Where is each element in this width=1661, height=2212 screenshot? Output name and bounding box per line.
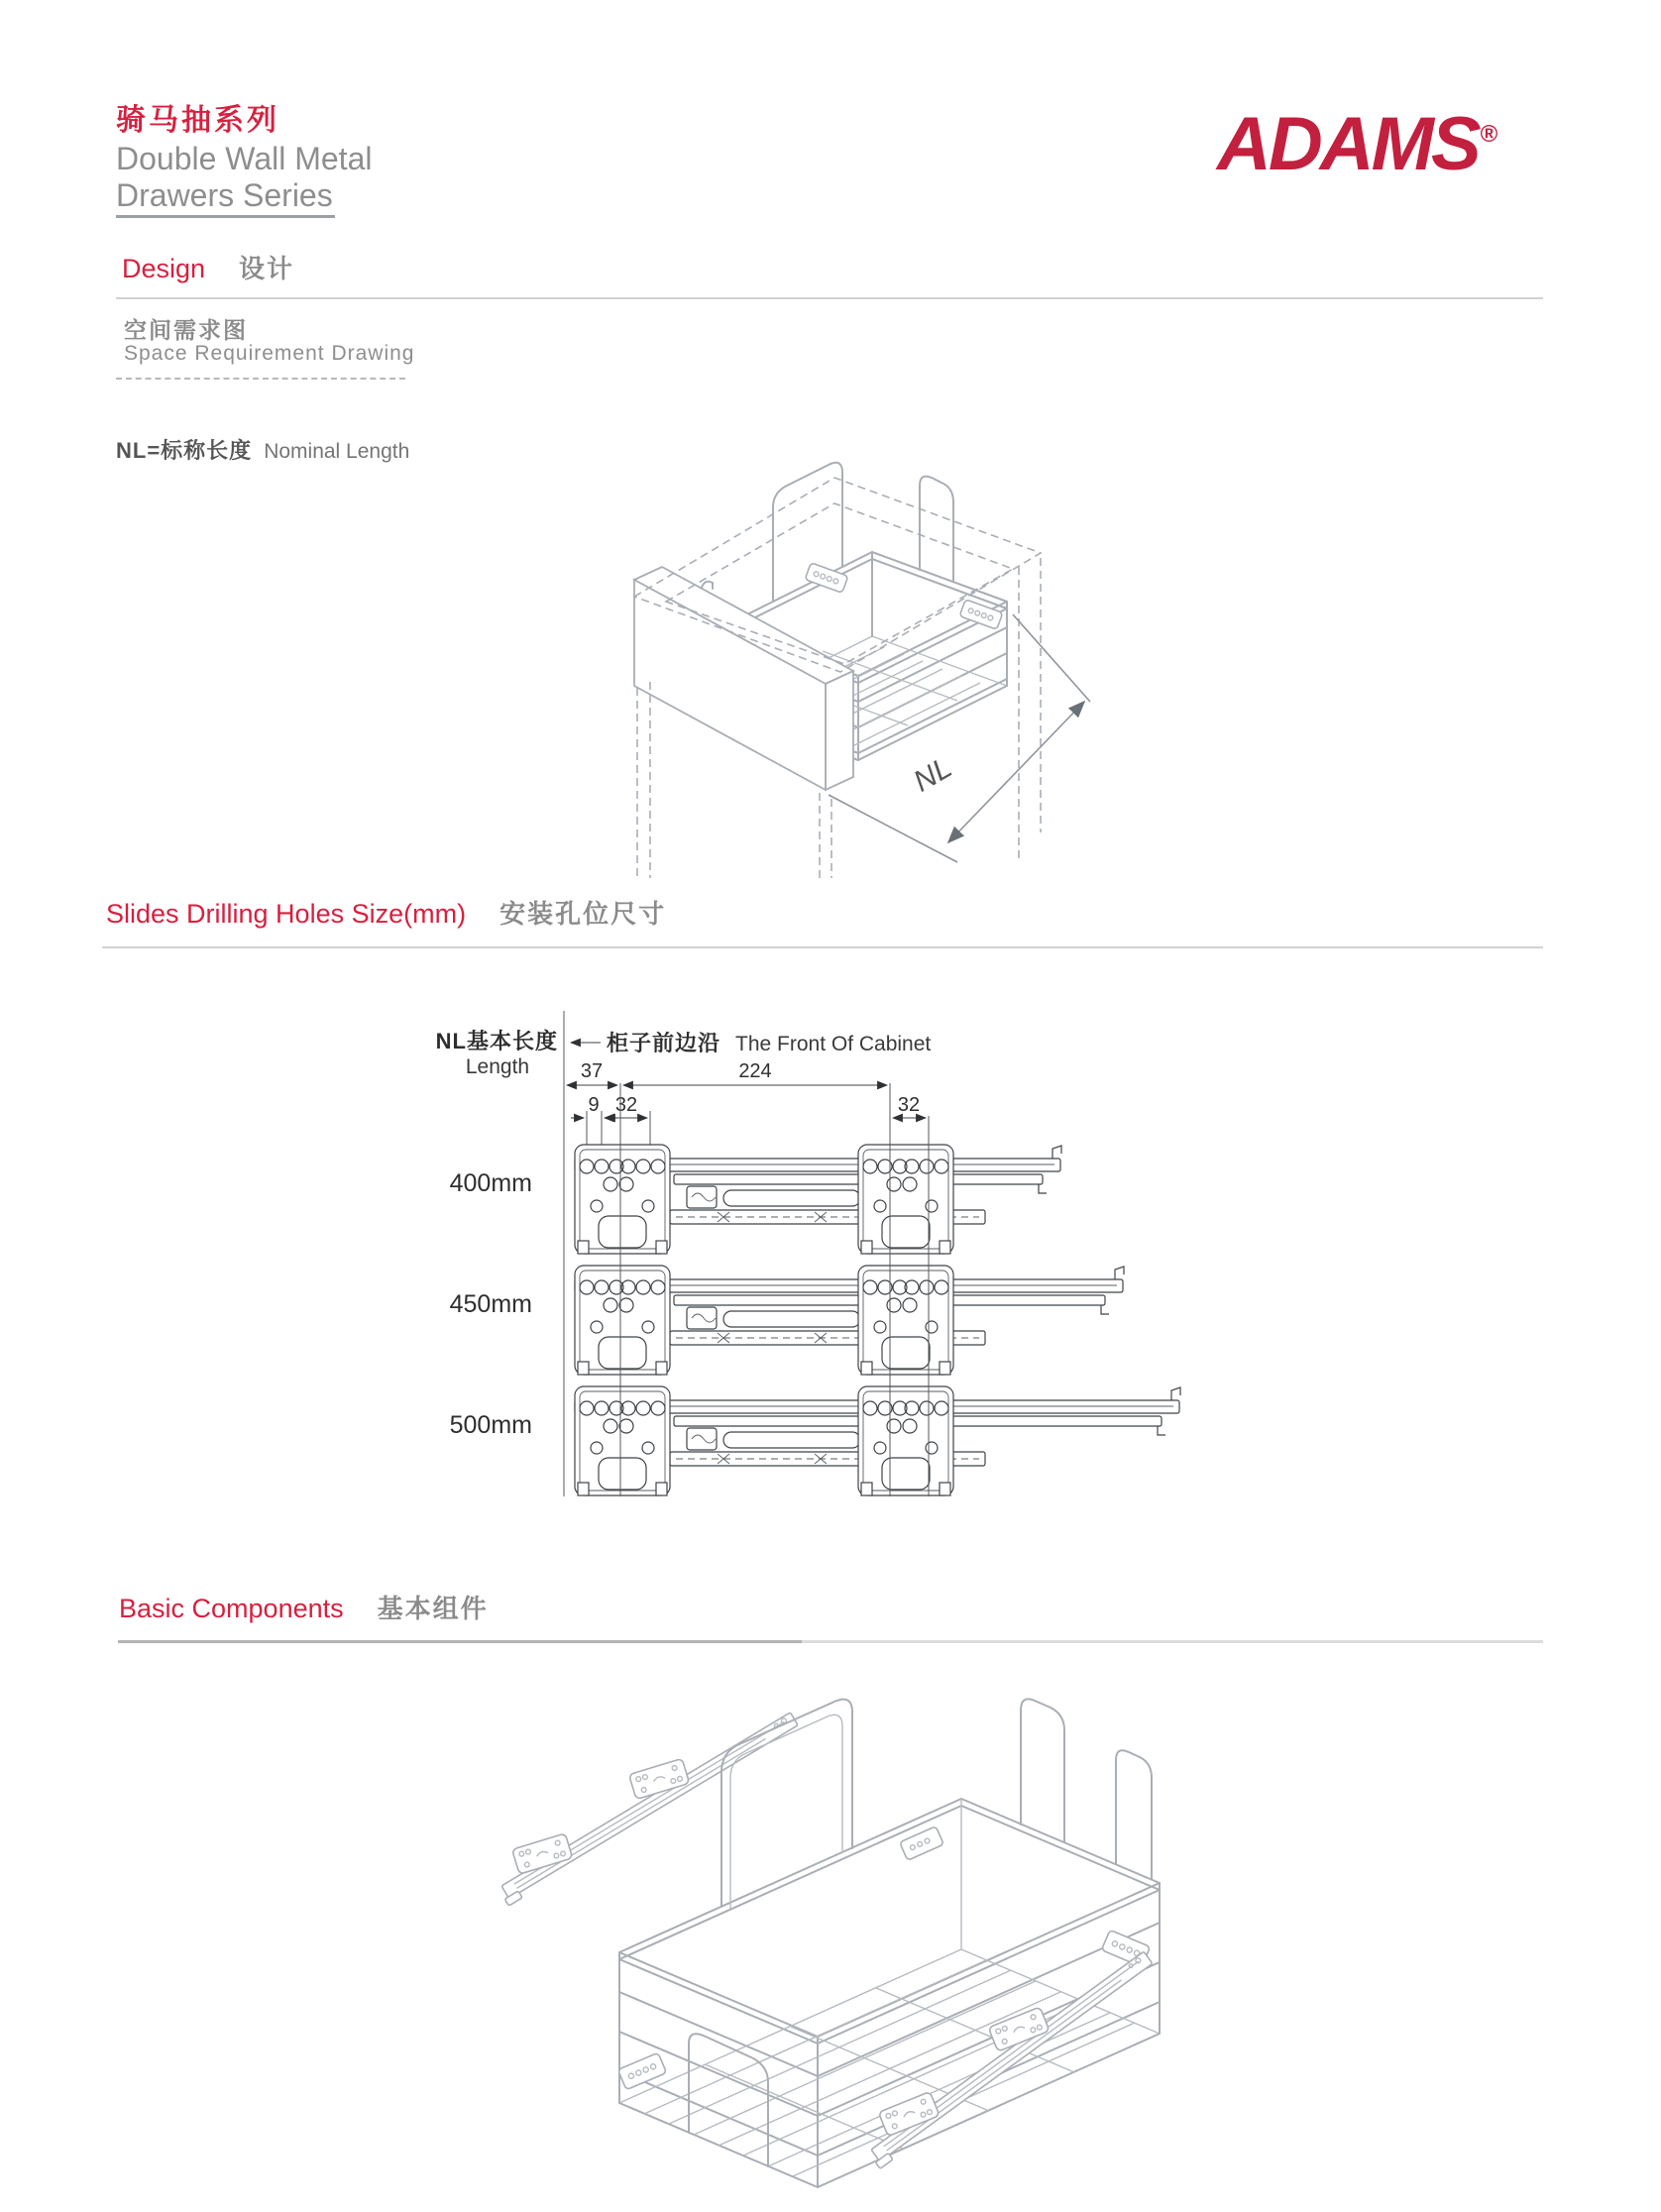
nl-dimension-label: NL — [908, 750, 958, 799]
basic-rule-dark-segment — [118, 1640, 802, 1643]
section-slides-heading — [106, 894, 666, 931]
series-title-en — [116, 141, 372, 214]
drilling-holes-diagram — [426, 996, 1189, 1506]
front-of-cabinet-en: The Front Of Cabinet — [735, 1033, 932, 1055]
dim-224: 224 — [738, 1060, 772, 1082]
registered-mark: ® — [1480, 121, 1498, 148]
space-requirement-cn: 空间需求图 — [124, 317, 248, 343]
slides-heading-cn: 安装孔位尺寸 — [499, 899, 667, 929]
nominal-length-note — [116, 434, 409, 465]
row-label-500mm: 500mm — [449, 1411, 532, 1439]
brand-logo — [1217, 97, 1498, 186]
length-label-cn: NL基本长度 — [435, 1029, 558, 1053]
dim-37: 37 — [580, 1060, 604, 1082]
front-of-cabinet-cn: 柜子前边沿 — [607, 1031, 721, 1055]
series-title-en-line2: Drawers Series — [116, 177, 333, 213]
dim-32-left: 32 — [614, 1094, 638, 1116]
design-rule — [116, 297, 1543, 299]
space-requirement-en: Space Requirement Drawing — [124, 342, 415, 365]
drilling-labels — [436, 1029, 932, 1078]
series-title-cn: 骑马抽系列 — [116, 104, 279, 137]
slide-rail-top-left — [483, 1687, 801, 1906]
slide-rail-bottom-right — [850, 1928, 1156, 2168]
section-basic-heading — [119, 1589, 489, 1625]
nominal-length-en: Nominal Length — [264, 440, 410, 463]
component-plate-left — [617, 2052, 666, 2089]
basic-rule-light-segment — [802, 1640, 1543, 1643]
header-rule — [116, 215, 335, 218]
space-requirement-drawing — [446, 317, 1100, 882]
row-label-450mm: 450mm — [449, 1290, 532, 1318]
slide-row-500 — [450, 1386, 1180, 1495]
dim-32-right: 32 — [897, 1094, 921, 1116]
basic-rule — [118, 1640, 1543, 1643]
section-design-heading — [122, 249, 294, 285]
row-label-400mm: 400mm — [449, 1169, 532, 1197]
length-label-en: Length — [465, 1055, 530, 1078]
series-title-en-line1: Double Wall Metal — [116, 141, 373, 176]
slide-row-400 — [450, 1145, 1061, 1254]
brand-logo-text: ADAMS — [1217, 102, 1479, 186]
slides-heading-en: Slides Drilling Holes Size(mm) — [106, 899, 467, 929]
design-heading-cn: 设计 — [239, 254, 295, 283]
slide-row-450 — [450, 1266, 1124, 1375]
nominal-length-cn: NL=标称长度 — [116, 438, 253, 463]
slides-rule — [102, 946, 1543, 948]
basic-heading-cn: 基本组件 — [377, 1594, 489, 1623]
basic-heading-en: Basic Components — [119, 1594, 344, 1623]
space-requirement-dashed-rule — [116, 378, 405, 380]
design-heading-en: Design — [122, 254, 206, 283]
dim-9: 9 — [588, 1094, 600, 1116]
basic-components-drawing — [327, 1655, 1160, 2210]
